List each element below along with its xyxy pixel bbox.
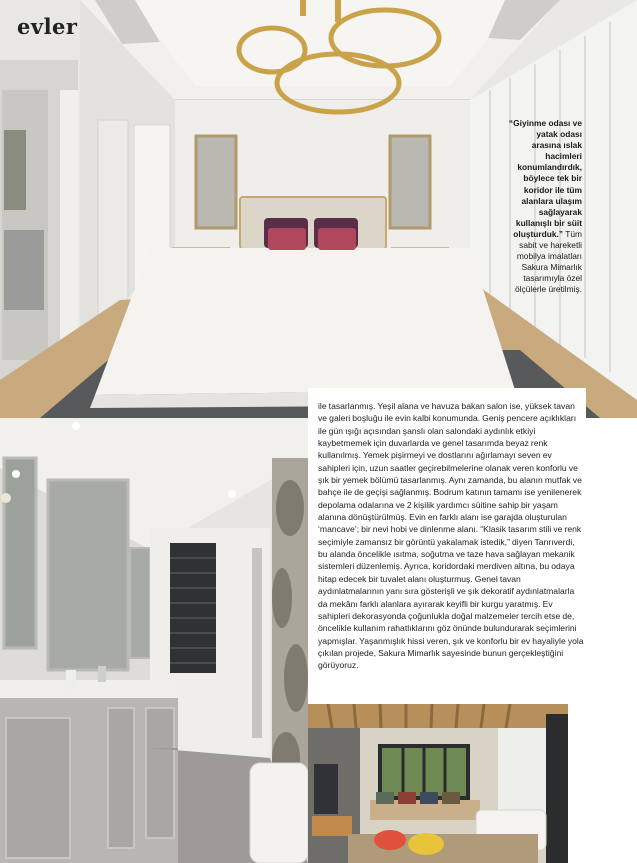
caption-description: Tüm sabit ve hareketli mobilya imalatları Sakura Mimarlık tasarımıyla özel ölçülerle üretilmiş. bbox=[514, 228, 582, 295]
magazine-logo: evler bbox=[17, 14, 78, 39]
lounge-photo bbox=[308, 704, 568, 863]
page-margin-lower bbox=[568, 704, 637, 863]
photo-caption bbox=[506, 118, 582, 296]
caption-quote: “Giyinme odası ve yatak odası arasına ıslak hacimleri konumlandırdık, böylece tek bir koridor ile tüm alanlara ulaşım sağlayarak kullanışlı bir süit oluşturduk.” bbox=[508, 118, 582, 239]
bathroom-photo bbox=[0, 418, 308, 863]
article-body: ile tasarlanmış. Yeşil alana ve havuza bakan salon ise, yüksek tavan ve galeri boşluğu ile evin kalbi konumunda. Geniş pencere açıklıkları ile gün ışığı açısından şanslı olan salondaki aydınlık etkiyi kaybetmemek için duvarlarda ve genel tasarımda beyaz renk kullanılmış. Yemek pişirmeyi ve dostlarını ağırlamayı seven ev sahipleri için, uzun saatler geçirebilmelerine olanak veren konforlu ve şık bir yemek bölümü tasarlanmış. Aynı zamanda, bu alanın mutfak ve bahçe ile de geçişi sağlanmış. Bodrum katının tamamı ise yenilenerek depolama odalarına ve 2 kişilik yardımcı süitine sahip bir yaşam alanına dönüştürülmüş. Evin en farklı alanı ise garajda oluşturulan ‘mancave’; bir nevi hobi ve dinlenme alanı. “Klasik tasarım stili ve renk seçimiyle zamansız bir görüntü yakalamak istedik,” diyen Tanrıverdi, bu alanda öncelikle ısıtma, soğutma ve taze hava sağlayan mekanik sistemleri düzenlemiş. Ayrıca, koridordaki merdiven altına, bu odaya hitap edecek bir tuvalet alanı oluşturmuş. Genel tavan aydınlatmalarının yanı sıra gösterişli ve şık dekoratif aydınlatmalarla da mekânı farklı alanlara ayırarak keyifli bir kurgu yaratmış. Ev sahipleri dekorasyonda çoğunlukla doğal malzemeler tercih etse de, öncelikle kullanım rahatlıklarını göz önünde bulundurarak seçimlerini yapmışlar. Yaşanmışlık hissi veren, şık ve konforlu bir ev hayaliyle yola çıkılan projede, Sakura Mimarlık sayesinde bunun gerçekleştiğini görüyoruz. bbox=[318, 401, 584, 671]
